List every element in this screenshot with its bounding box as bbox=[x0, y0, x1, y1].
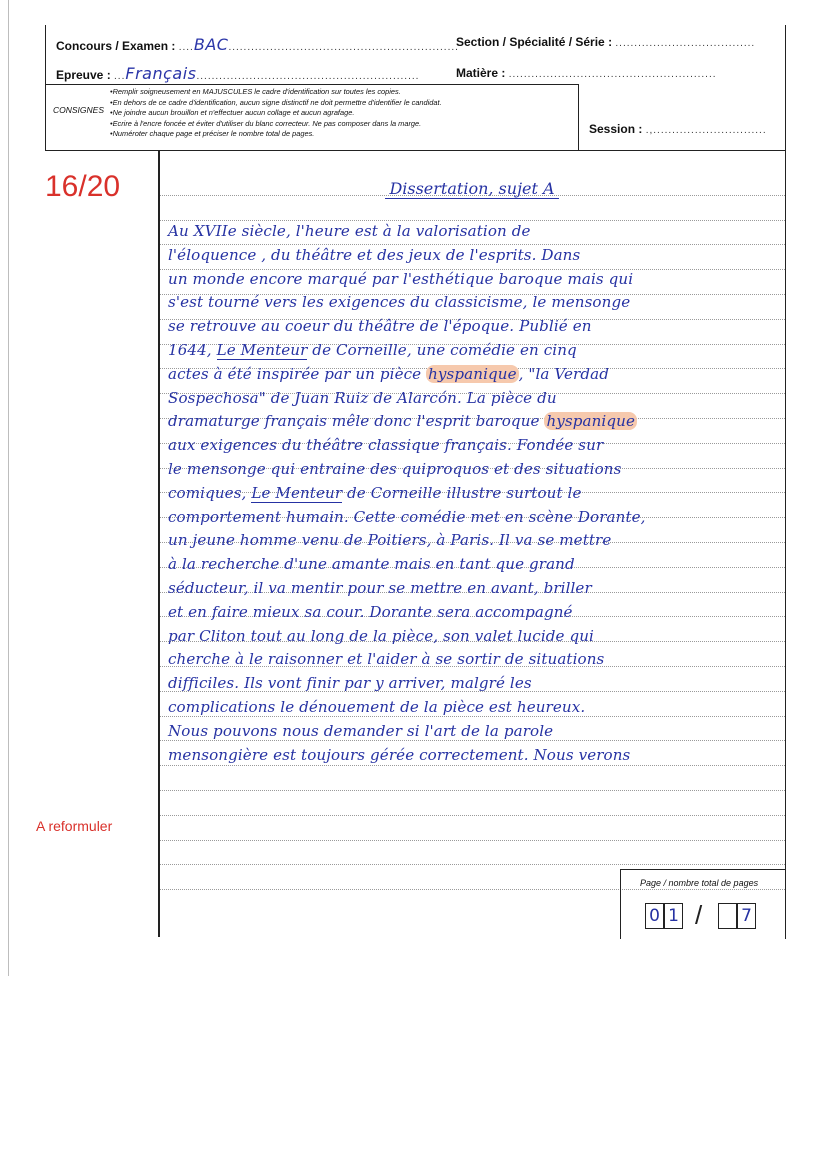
page-digit[interactable]: 1 bbox=[664, 903, 683, 929]
essay-line bbox=[168, 625, 786, 649]
essay-line bbox=[168, 482, 786, 506]
essay-line bbox=[168, 220, 786, 244]
essay-line bbox=[168, 648, 786, 672]
essay-text: dramaturge français mêle donc l'esprit baroque bbox=[168, 412, 545, 431]
essay-text: et en faire mieux sa cour. Dorante sera accompagné bbox=[168, 602, 573, 621]
essay-text: se retrouve au coeur du théâtre de l'époque. Publié en bbox=[168, 317, 592, 336]
essay-line bbox=[168, 720, 786, 744]
essay-line bbox=[168, 696, 786, 720]
essay-title bbox=[158, 176, 786, 202]
essay-title-text: Dissertation, sujet A bbox=[385, 179, 558, 199]
epreuve-row: Epreuve : ...Français........................................................... bbox=[56, 64, 420, 83]
essay-line bbox=[168, 601, 786, 625]
essay-line bbox=[168, 268, 786, 292]
consignes-label: CONSIGNES bbox=[53, 105, 105, 115]
essay-line bbox=[168, 363, 786, 387]
essay-text: par Cliton tout au long de la pièce, son valet lucide qui bbox=[168, 626, 594, 645]
page-number-box bbox=[620, 869, 786, 939]
essay-text: de Corneille illustre surtout le bbox=[342, 483, 582, 502]
essay-text: un jeune homme venu de Poitiers, à Paris. Il va se mettre bbox=[168, 531, 612, 550]
essay-text: comportement humain. Cette comédie met en scène Dorante, bbox=[168, 507, 646, 526]
essay-text: Nous pouvons nous demander si l'art de la parole bbox=[168, 721, 554, 740]
ruled-line bbox=[160, 816, 785, 841]
ruled-line bbox=[160, 841, 785, 866]
essay-text: Au XVIIe siècle, l'heure est à la valorisation de bbox=[168, 222, 531, 240]
essay-text: Sospechosa" de Juan Ruiz de Alarcón. La pièce du bbox=[168, 388, 557, 407]
consignes-list bbox=[110, 87, 442, 140]
essay-text: comiques, bbox=[168, 483, 252, 502]
highlighted-word: hyspanique bbox=[546, 412, 635, 431]
session-row: Session : .,.............................. bbox=[589, 122, 767, 136]
consigne-item: • Remplir soigneusement en MAJUSCULES le cadre d'identification sur toutes les copies. bbox=[110, 87, 442, 98]
essay-lines bbox=[168, 220, 786, 767]
essay-body bbox=[168, 176, 786, 767]
total-digit[interactable] bbox=[718, 903, 737, 929]
session-label: Session : bbox=[589, 122, 643, 136]
scan-edge-line bbox=[8, 0, 9, 976]
essay-text: difficiles. Ils vont finir par y arriver, malgré les bbox=[168, 674, 532, 693]
essay-line bbox=[168, 291, 786, 315]
essay-line bbox=[168, 315, 786, 339]
highlighted-word: hyspanique bbox=[428, 364, 517, 383]
section-row: Section / Spécialité / Série : ..................................... bbox=[456, 35, 756, 49]
matiere-row: Matière : ....................................................... bbox=[456, 66, 717, 80]
identification-header bbox=[45, 25, 786, 151]
essay-line bbox=[168, 744, 786, 768]
concours-value: BAC bbox=[193, 35, 229, 54]
margin-annotation: A reformuler bbox=[36, 818, 113, 834]
epreuve-label: Epreuve : bbox=[56, 68, 111, 82]
essay-line bbox=[168, 672, 786, 696]
essay-text: cherche à le raisonner et l'aider à se sortir de situations bbox=[168, 650, 605, 669]
matiere-label: Matière : bbox=[456, 66, 506, 80]
total-digit[interactable]: 7 bbox=[737, 903, 756, 929]
section-label: Section / Spécialité / Série : bbox=[456, 35, 613, 49]
concours-row: Concours / Examen : ....BAC............................................................. bbox=[56, 35, 459, 54]
essay-text: l'éloquence , du théâtre et des jeux de l'esprits. Dans bbox=[168, 245, 581, 264]
essay-text: 1644, bbox=[168, 340, 217, 359]
essay-text: de Corneille, une comédie en cinq bbox=[307, 340, 577, 359]
page-number-label: Page / nombre total de pages bbox=[640, 878, 759, 888]
underlined-title: Le Menteur bbox=[216, 340, 308, 359]
ruled-line bbox=[160, 766, 785, 791]
essay-line bbox=[168, 387, 786, 411]
essay-line bbox=[168, 244, 786, 268]
essay-text: complications le dénouement de la pièce est heureux. bbox=[168, 697, 586, 716]
consigne-item: • Ne joindre aucun brouillon et n'effectuer aucun collage et aucun agrafage. bbox=[110, 108, 442, 119]
essay-text: actes à été inspirée par un pièce bbox=[168, 364, 427, 383]
consigne-item: • Numéroter chaque page et préciser le nombre total de pages. bbox=[110, 129, 442, 140]
essay-line bbox=[168, 506, 786, 530]
essay-line bbox=[168, 577, 786, 601]
consigne-item: • En dehors de ce cadre d'identification, aucun signe distinctif ne doit permettre d'identifier le candidat. bbox=[110, 98, 442, 109]
essay-text: aux exigences du théâtre classique français. Fondée sur bbox=[168, 436, 604, 455]
grade: 16/20 bbox=[45, 170, 121, 203]
essay-text: le mensonge qui entraine des quiproquos et des situations bbox=[168, 459, 622, 478]
essay-text: séducteur, il va mentir pour se mettre en avant, briller bbox=[168, 578, 592, 597]
essay-line bbox=[168, 434, 786, 458]
essay-text: s'est tourné vers les exigences du classicisme, le mensonge bbox=[168, 293, 631, 312]
underlined-title: Le Menteur bbox=[251, 483, 343, 502]
page-digit[interactable]: 0 bbox=[645, 903, 664, 929]
consigne-item: • Ecrire à l'encre foncée et éviter d'utiliser du blanc correcteur. Ne pas composer dans la marge. bbox=[110, 119, 442, 130]
essay-line bbox=[168, 553, 786, 577]
essay-text: à la recherche d'une amante mais en tant que grand bbox=[168, 555, 575, 574]
essay-line bbox=[168, 410, 786, 434]
essay-text: un monde encore marqué par l'esthétique baroque mais qui bbox=[168, 269, 634, 288]
epreuve-value: Français bbox=[125, 64, 197, 83]
essay-text: mensongière est toujours gérée correctement. Nous verons bbox=[168, 745, 631, 764]
essay-line bbox=[168, 458, 786, 482]
essay-line bbox=[168, 339, 786, 363]
ruled-line bbox=[160, 791, 785, 816]
page-separator: / bbox=[695, 900, 703, 930]
consignes-box bbox=[46, 84, 579, 150]
essay-text: , "la Verdad bbox=[518, 364, 609, 383]
essay-line bbox=[168, 529, 786, 553]
concours-label: Concours / Examen : bbox=[56, 39, 176, 53]
